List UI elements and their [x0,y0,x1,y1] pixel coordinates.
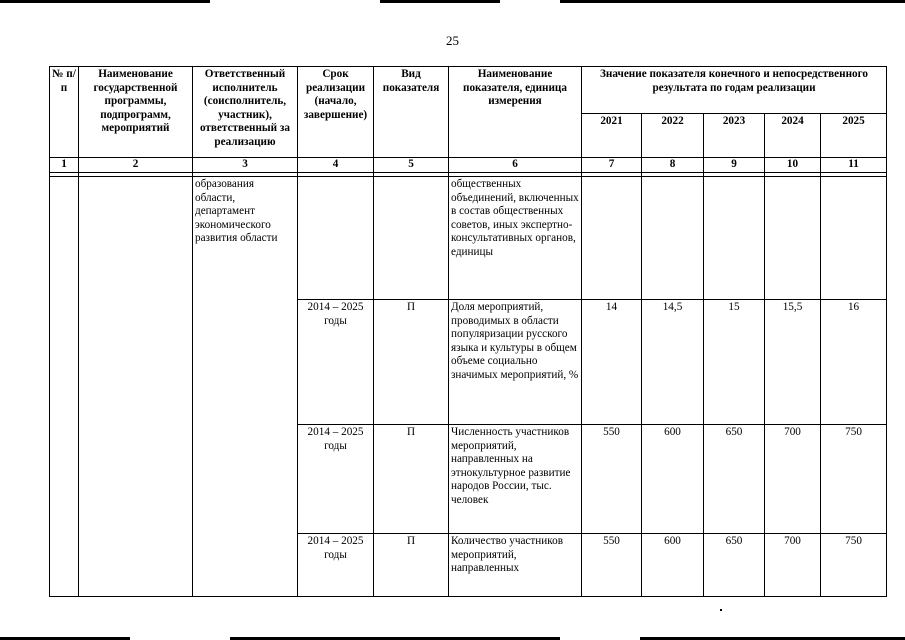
indicator-cell: общественных объединений, включенных в состав общественных советов, иных экспертно-консультативных органов, единицы [449,177,582,300]
header-year: 2021 [582,114,642,158]
value-cell [642,177,704,300]
program-cell [79,177,193,597]
column-number: 6 [449,158,582,173]
header-indicator: Наименование показателя, единица измерения [449,67,582,158]
kind-cell: П [374,534,449,597]
column-number: 10 [765,158,821,173]
kind-cell [374,177,449,300]
scan-edge-top-right [560,0,905,3]
value-cell: 750 [821,425,887,534]
scan-edge-top-left [0,0,210,3]
value-cell: 15,5 [765,300,821,425]
scan-edge-top-mid [380,0,500,3]
value-cell [821,177,887,300]
value-cell: 750 [821,534,887,597]
value-cell [582,177,642,300]
table-row [50,177,887,300]
indicator-cell: Численность участников мероприятий, направленных на этнокультурное развитие народов России, тыс. человек [449,425,582,534]
term-cell: 2014 – 2025 годы [298,300,374,425]
value-cell: 700 [765,534,821,597]
column-number: 5 [374,158,449,173]
term-cell [298,177,374,300]
column-number: 9 [704,158,765,173]
column-number: 3 [193,158,298,173]
value-cell: 600 [642,534,704,597]
header-values-group: Значение показателя конечного и непосредственного результата по годам реализации [582,67,887,114]
term-cell: 2014 – 2025 годы [298,534,374,597]
value-cell: 650 [704,534,765,597]
header-year: 2024 [765,114,821,158]
scan-speck [720,609,722,611]
indicator-cell: Доля мероприятий, проводимых в области популяризации русского языка и культуры в общем объеме социально значимых мероприятий, % [449,300,582,425]
column-number: 7 [582,158,642,173]
header-program: Наименование государственной программы, подпрограмм, мероприятий [79,67,193,158]
column-number: 8 [642,158,704,173]
value-cell: 16 [821,300,887,425]
value-cell: 15 [704,300,765,425]
indicators-table [49,66,887,597]
value-cell: 650 [704,425,765,534]
executor-cell: образования области, департамент экономического развития области [193,177,298,597]
value-cell [704,177,765,300]
column-number: 11 [821,158,887,173]
header-year: 2022 [642,114,704,158]
header-num: № п/п [50,67,79,158]
indicator-cell: Количество участников мероприятий, направленных [449,534,582,597]
kind-cell: П [374,300,449,425]
value-cell: 14,5 [642,300,704,425]
column-number: 2 [79,158,193,173]
page-number: 25 [446,33,459,48]
value-cell: 14 [582,300,642,425]
term-cell: 2014 – 2025 годы [298,425,374,534]
header-term: Срок реализации (начало, завершение) [298,67,374,158]
kind-cell: П [374,425,449,534]
header-kind: Вид показателя [374,67,449,158]
header-executor: Ответственный исполнитель (соисполнитель, участник), ответственный за реализацию [193,67,298,158]
value-cell: 700 [765,425,821,534]
value-cell: 550 [582,425,642,534]
header-year: 2025 [821,114,887,158]
value-cell: 600 [642,425,704,534]
num-cell [50,177,79,597]
value-cell: 550 [582,534,642,597]
header-year: 2023 [704,114,765,158]
column-number: 4 [298,158,374,173]
value-cell [765,177,821,300]
column-number: 1 [50,158,79,173]
